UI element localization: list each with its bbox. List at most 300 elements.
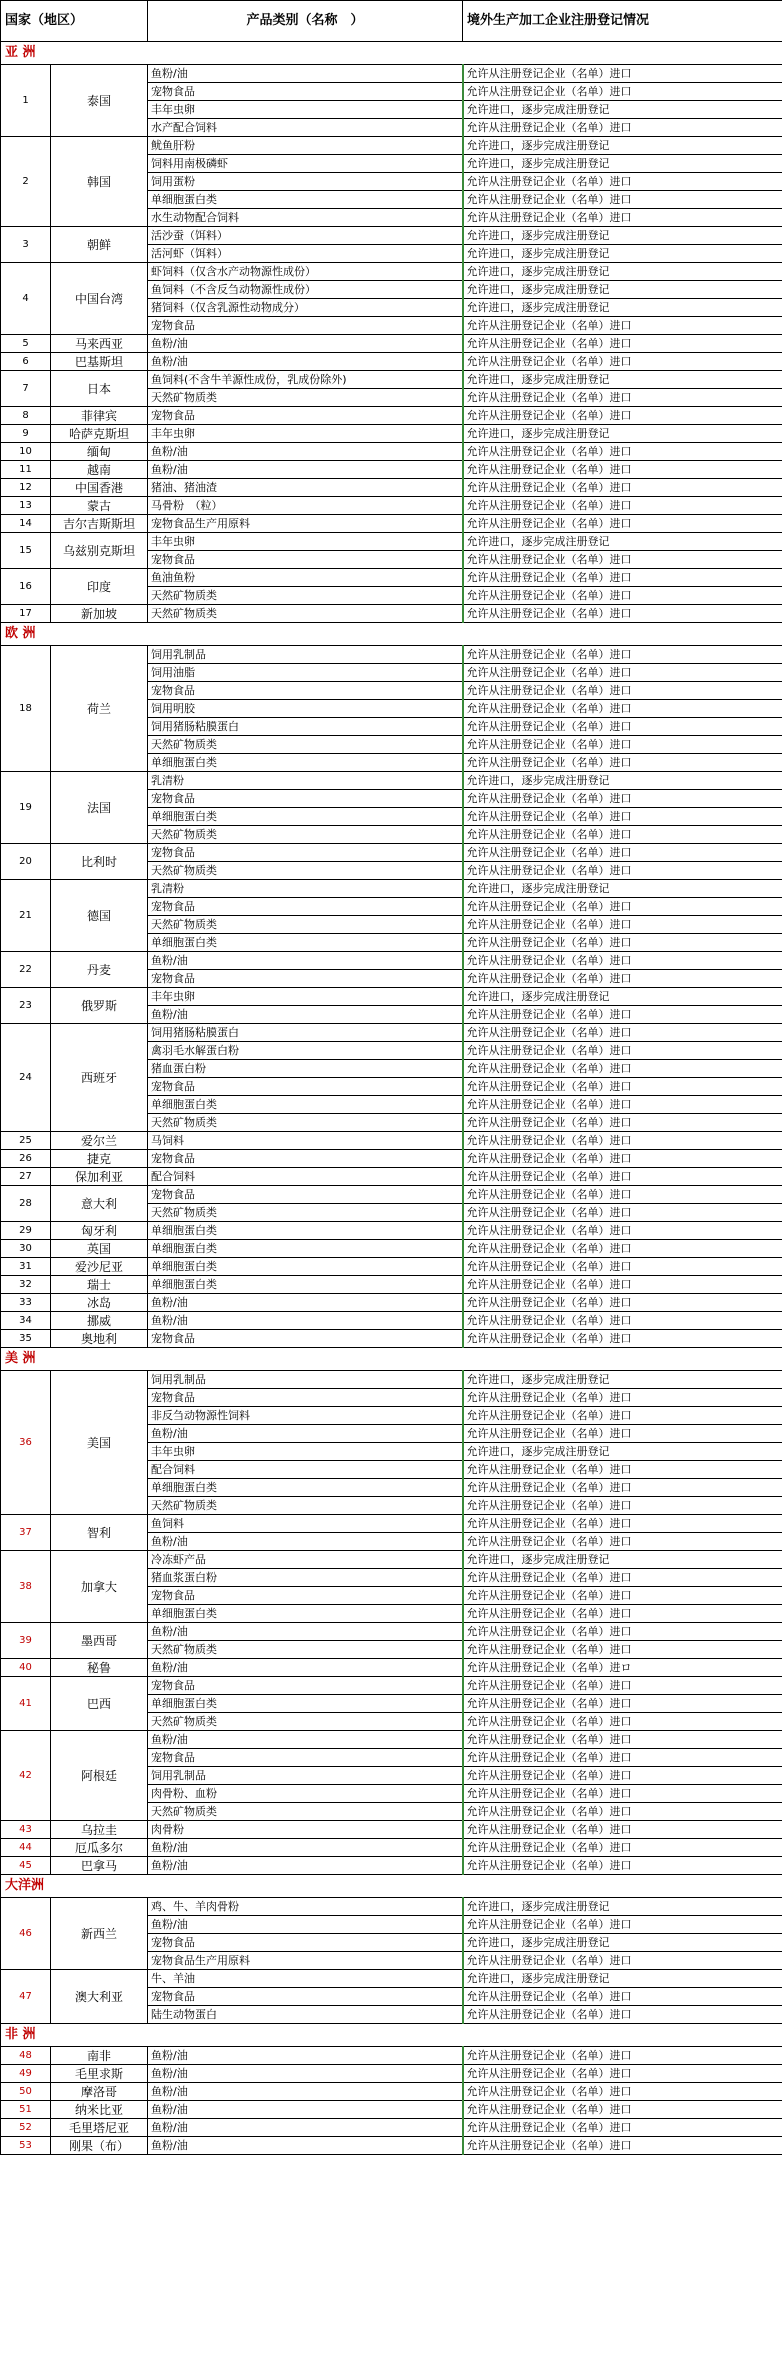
status-cell: 允许从注册登记企业（名单）进口 [463,1533,782,1551]
product-cell: 鱼饲料(不含牛羊源性成份，乳成份除外) [148,371,463,389]
country-number: 41 [1,1677,51,1731]
status-cell: 允许从注册登记企业（名单）进口 [463,1060,782,1078]
status-cell: 允许从注册登记企业（名单）进口 [463,1695,782,1713]
country-number: 31 [1,1258,51,1276]
country-name: 乌兹别克斯坦 [51,533,148,569]
status-cell: 允许从注册登记企业（名单）进口 [463,970,782,988]
header-status: 境外生产加工企业注册登记情况 [463,1,782,42]
table-row [1,1276,782,1294]
status-cell: 允许从注册登记企业（名单）进口 [463,1839,782,1857]
product-cell: 饲用乳制品 [148,1371,463,1389]
header-row [1,1,782,42]
status-cell: 允许从注册登记企业（名单）进口 [463,2137,782,2155]
product-cell: 天然矿物质类 [148,605,463,623]
country-number: 17 [1,605,51,623]
status-cell: 允许进口，逐步完成注册登记 [463,425,782,443]
country-name: 冰岛 [51,1294,148,1312]
status-cell: 允许从注册登记企业（名单）进口 [463,2065,782,2083]
country-number: 19 [1,772,51,844]
country-number: 12 [1,479,51,497]
country-name: 巴拿马 [51,1857,148,1875]
product-cell: 鱼粉/油 [148,2101,463,2119]
header-product: 产品类别（名称 ） [148,1,463,42]
status-cell: 允许从注册登记企业（名单）进口 [463,718,782,736]
status-cell: 允许从注册登记企业（名单）进口 [463,2119,782,2137]
product-cell: 丰年虫卵 [148,1443,463,1461]
table-row [1,1222,782,1240]
product-cell: 单细胞蛋白类 [148,1222,463,1240]
product-cell: 鱼粉/油 [148,65,463,83]
product-cell: 宠物食品 [148,1749,463,1767]
country-name: 挪威 [51,1312,148,1330]
product-cell: 单细胞蛋白类 [148,1695,463,1713]
product-cell: 丰年虫卵 [148,988,463,1006]
product-cell: 宠物食品 [148,1587,463,1605]
country-number: 49 [1,2065,51,2083]
country-name: 爱尔兰 [51,1132,148,1150]
country-number: 10 [1,443,51,461]
country-name: 蒙古 [51,497,148,515]
table-row [1,1659,782,1677]
status-cell: 允许从注册登记企业（名单）进口 [463,664,782,682]
country-number: 23 [1,988,51,1024]
product-cell: 天然矿物质类 [148,1497,463,1515]
status-cell: 允许从注册登记企业（名单）进口 [463,1312,782,1330]
status-cell: 允许从注册登记企业（名单）进口 [463,1042,782,1060]
region-row [1,42,782,65]
status-cell: 允许从注册登记企业（名单）进口 [463,1497,782,1515]
status-cell: 允许进口，逐步完成注册登记 [463,281,782,299]
country-name: 奥地利 [51,1330,148,1348]
status-cell: 允许从注册登记企业（名单）进口 [463,2047,782,2065]
product-cell: 宠物食品 [148,1677,463,1695]
country-name: 巴西 [51,1677,148,1731]
status-cell: 允许从注册登记企业（名单）进口 [463,862,782,880]
status-cell: 允许从注册登记企业（名单）进口 [463,1006,782,1024]
status-cell: 允许进口，逐步完成注册登记 [463,299,782,317]
product-cell: 配合饲料 [148,1168,463,1186]
product-cell: 鱼粉/油 [148,2065,463,2083]
region-label: 欧 洲 [1,623,782,646]
status-cell: 允许从注册登记企业（名单）进口 [463,682,782,700]
status-cell: 允许从注册登记企业（名单）进ロ [463,1659,782,1677]
country-number: 21 [1,880,51,952]
status-cell: 允许从注册登记企业（名单）进口 [463,2101,782,2119]
country-name: 刚果（布） [51,2137,148,2155]
country-number: 37 [1,1515,51,1551]
product-cell: 天然矿物质类 [148,1114,463,1132]
table-row [1,880,782,898]
status-cell: 允许从注册登记企业（名单）进口 [463,1461,782,1479]
product-cell: 饲用蛋粉 [148,173,463,191]
status-cell: 允许从注册登记企业（名单）进口 [463,605,782,623]
product-cell: 单细胞蛋白类 [148,934,463,952]
region-row [1,1875,782,1898]
product-cell: 单细胞蛋白类 [148,808,463,826]
country-name: 缅甸 [51,443,148,461]
product-cell: 宠物食品 [148,407,463,425]
status-cell: 允许从注册登记企业（名单）进口 [463,1258,782,1276]
status-cell: 允许从注册登记企业（名单）进口 [463,443,782,461]
status-cell: 允许从注册登记企业（名单）进口 [463,335,782,353]
product-cell: 天然矿物质类 [148,862,463,880]
product-cell: 活沙蚕（饵料） [148,227,463,245]
status-cell: 允许进口，逐步完成注册登记 [463,263,782,281]
product-cell: 天然矿物质类 [148,916,463,934]
status-cell: 允许从注册登记企业（名单）进口 [463,1294,782,1312]
product-cell: 饲用明胶 [148,700,463,718]
table-row [1,1240,782,1258]
product-cell: 鱼粉/油 [148,952,463,970]
country-name: 墨西哥 [51,1623,148,1659]
status-cell: 允许从注册登记企业（名单）进口 [463,1114,782,1132]
status-cell: 允许从注册登记企业（名单）进口 [463,700,782,718]
country-number: 28 [1,1186,51,1222]
product-cell: 天然矿物质类 [148,1713,463,1731]
country-number: 53 [1,2137,51,2155]
product-cell: 鱼粉/油 [148,1731,463,1749]
status-cell: 允许进口，逐步完成注册登记 [463,1970,782,1988]
product-cell: 冷冻虾产品 [148,1551,463,1569]
region-row [1,2024,782,2047]
product-cell: 鱿鱼肝粉 [148,137,463,155]
country-name: 澳大利亚 [51,1970,148,2024]
country-name: 保加利亚 [51,1168,148,1186]
region-label: 非 洲 [1,2024,782,2047]
product-cell: 鱼粉/油 [148,2047,463,2065]
table-row [1,461,782,479]
product-cell: 鱼粉/油 [148,2083,463,2101]
region-row [1,623,782,646]
country-number: 35 [1,1330,51,1348]
country-number: 24 [1,1024,51,1132]
product-cell: 鱼粉/油 [148,353,463,371]
country-name: 摩洛哥 [51,2083,148,2101]
country-number: 39 [1,1623,51,1659]
country-name: 印度 [51,569,148,605]
product-cell: 单细胞蛋白类 [148,1258,463,1276]
product-cell: 宠物食品 [148,970,463,988]
product-cell: 丰年虫卵 [148,425,463,443]
status-cell: 允许从注册登记企业（名单）进口 [463,1186,782,1204]
country-name: 荷兰 [51,646,148,772]
country-name: 新加坡 [51,605,148,623]
table-row [1,1677,782,1695]
table-row [1,1330,782,1348]
product-cell: 宠物食品 [148,1150,463,1168]
product-cell: 饲用油脂 [148,664,463,682]
region-row [1,1348,782,1371]
region-label: 美 洲 [1,1348,782,1371]
product-cell: 鱼粉/油 [148,335,463,353]
country-number: 22 [1,952,51,988]
status-cell: 允许从注册登记企业（名单）进口 [463,1168,782,1186]
status-cell: 允许进口，逐步完成注册登记 [463,101,782,119]
status-cell: 允许从注册登记企业（名单）进口 [463,916,782,934]
status-cell: 允许从注册登记企业（名单）进口 [463,461,782,479]
status-cell: 允许从注册登记企业（名单）进口 [463,497,782,515]
table-row [1,335,782,353]
product-cell: 宠物食品 [148,1988,463,2006]
country-name: 越南 [51,461,148,479]
status-cell: 允许从注册登记企业（名单）进口 [463,646,782,664]
country-number: 45 [1,1857,51,1875]
table-body [1,42,782,2155]
product-cell: 陆生动物蛋白 [148,2006,463,2024]
status-cell: 允许从注册登记企业（名单）进口 [463,1132,782,1150]
status-cell: 允许从注册登记企业（名单）进口 [463,173,782,191]
country-name: 秘鲁 [51,1659,148,1677]
product-cell: 单细胞蛋白类 [148,1605,463,1623]
table-row [1,1821,782,1839]
table-row [1,844,782,862]
product-cell: 鱼粉/油 [148,1006,463,1024]
product-cell: 牛、羊油 [148,1970,463,1988]
product-cell: 天然矿物质类 [148,1204,463,1222]
status-cell: 允许从注册登记企业（名单）进口 [463,1078,782,1096]
country-name: 法国 [51,772,148,844]
country-number: 51 [1,2101,51,2119]
country-name: 加拿大 [51,1551,148,1623]
product-cell: 猪油、猪油渣 [148,479,463,497]
product-cell: 猪血浆蛋白粉 [148,1569,463,1587]
country-name: 哈萨克斯坦 [51,425,148,443]
product-cell: 宠物食品 [148,1186,463,1204]
country-name: 纳米比亚 [51,2101,148,2119]
country-number: 50 [1,2083,51,2101]
product-cell: 单细胞蛋白类 [148,191,463,209]
product-cell: 乳清粉 [148,772,463,790]
table-row [1,353,782,371]
country-number: 6 [1,353,51,371]
product-cell: 猪饲料（仅含乳源性动物成分） [148,299,463,317]
product-cell: 鱼粉/油 [148,443,463,461]
table-row [1,1371,782,1389]
country-name: 朝鲜 [51,227,148,263]
country-number: 43 [1,1821,51,1839]
product-cell: 猪血蛋白粉 [148,1060,463,1078]
table-row [1,1294,782,1312]
country-name: 厄瓜多尔 [51,1839,148,1857]
product-cell: 宠物食品 [148,790,463,808]
status-cell: 允许从注册登记企业（名单）进口 [463,353,782,371]
status-cell: 允许从注册登记企业（名单）进口 [463,1713,782,1731]
product-cell: 禽羽毛水解蛋白粉 [148,1042,463,1060]
country-number: 11 [1,461,51,479]
status-cell: 允许从注册登记企业（名单）进口 [463,1222,782,1240]
table-row [1,1024,782,1042]
status-cell: 允许从注册登记企业（名单）进口 [463,569,782,587]
product-cell: 宠物食品 [148,1330,463,1348]
status-cell: 允许从注册登记企业（名单）进口 [463,1096,782,1114]
table-row [1,1970,782,1988]
status-cell: 允许从注册登记企业（名单）进口 [463,1821,782,1839]
country-name: 英国 [51,1240,148,1258]
status-cell: 允许从注册登记企业（名单）进口 [463,1731,782,1749]
country-number: 27 [1,1168,51,1186]
status-cell: 允许进口，逐步完成注册登记 [463,1551,782,1569]
status-cell: 允许从注册登记企业（名单）进口 [463,790,782,808]
country-name: 西班牙 [51,1024,148,1132]
status-cell: 允许从注册登记企业（名单）进口 [463,1677,782,1695]
country-name: 捷克 [51,1150,148,1168]
status-cell: 允许进口，逐步完成注册登记 [463,137,782,155]
table-row [1,497,782,515]
table-row [1,2047,782,2065]
product-cell: 宠物食品 [148,1934,463,1952]
product-cell: 非反刍动物源性饲料 [148,1407,463,1425]
table-row [1,1551,782,1569]
status-cell: 允许从注册登记企业（名单）进口 [463,515,782,533]
status-cell: 允许从注册登记企业（名单）进口 [463,209,782,227]
header-country: 国家（地区） [1,1,148,42]
status-cell: 允许进口，逐步完成注册登记 [463,880,782,898]
status-cell: 允许从注册登记企业（名单）进口 [463,1767,782,1785]
table-row [1,1857,782,1875]
product-cell: 丰年虫卵 [148,101,463,119]
status-cell: 允许从注册登记企业（名单）进口 [463,952,782,970]
table-row [1,2065,782,2083]
status-cell: 允许从注册登记企业（名单）进口 [463,1916,782,1934]
product-cell: 宠物食品生产用原料 [148,515,463,533]
status-cell: 允许进口，逐步完成注册登记 [463,245,782,263]
status-cell: 允许从注册登记企业（名单）进口 [463,898,782,916]
product-cell: 宠物食品 [148,1078,463,1096]
status-cell: 允许从注册登记企业（名单）进口 [463,1479,782,1497]
status-cell: 允许从注册登记企业（名单）进口 [463,119,782,137]
product-cell: 宠物食品生产用原料 [148,1952,463,1970]
product-cell: 鱼饲料（不含反刍动物源性成份） [148,281,463,299]
region-label: 亚 洲 [1,42,782,65]
status-cell: 允许从注册登记企业（名单）进口 [463,1569,782,1587]
status-cell: 允许从注册登记企业（名单）进口 [463,83,782,101]
table-row [1,605,782,623]
country-number: 9 [1,425,51,443]
country-number: 33 [1,1294,51,1312]
status-cell: 允许进口，逐步完成注册登记 [463,1371,782,1389]
country-name: 南非 [51,2047,148,2065]
product-cell: 鱼饲料 [148,1515,463,1533]
product-cell: 鸡、牛、羊肉骨粉 [148,1898,463,1916]
product-cell: 单细胞蛋白类 [148,1276,463,1294]
product-cell: 鱼粉/油 [148,1294,463,1312]
product-cell: 水产配合饲料 [148,119,463,137]
country-number: 14 [1,515,51,533]
country-number: 46 [1,1898,51,1970]
status-cell: 允许从注册登记企业（名单）进口 [463,1952,782,1970]
country-name: 泰国 [51,65,148,137]
product-cell: 单细胞蛋白类 [148,1096,463,1114]
status-cell: 允许从注册登记企业（名单）进口 [463,191,782,209]
status-cell: 允许从注册登记企业（名单）进口 [463,1425,782,1443]
product-cell: 鱼粉/油 [148,1623,463,1641]
country-number: 30 [1,1240,51,1258]
table-row [1,988,782,1006]
table-row [1,425,782,443]
country-number: 40 [1,1659,51,1677]
table-row [1,569,782,587]
status-cell: 允许进口，逐步完成注册登记 [463,772,782,790]
status-cell: 允许从注册登记企业（名单）进口 [463,1803,782,1821]
country-name: 智利 [51,1515,148,1551]
status-cell: 允许从注册登记企业（名单）进口 [463,1204,782,1222]
country-number: 34 [1,1312,51,1330]
table-row [1,952,782,970]
status-cell: 允许从注册登记企业（名单）进口 [463,1150,782,1168]
country-number: 38 [1,1551,51,1623]
table-row [1,1312,782,1330]
country-name: 比利时 [51,844,148,880]
table-row [1,65,782,83]
region-label: 大洋洲 [1,1875,782,1898]
status-cell: 允许从注册登记企业（名单）进口 [463,754,782,772]
product-cell: 单细胞蛋白类 [148,1240,463,1258]
country-name: 新西兰 [51,1898,148,1970]
status-cell: 允许进口，逐步完成注册登记 [463,533,782,551]
product-cell: 乳清粉 [148,880,463,898]
country-name: 毛里求斯 [51,2065,148,2083]
country-name: 中国香港 [51,479,148,497]
country-name: 吉尔吉斯斯坦 [51,515,148,533]
country-name: 丹麦 [51,952,148,988]
status-cell: 允许进口，逐步完成注册登记 [463,1934,782,1952]
table-row [1,479,782,497]
country-number: 16 [1,569,51,605]
status-cell: 允许从注册登记企业（名单）进口 [463,479,782,497]
status-cell: 允许从注册登记企业（名单）进口 [463,551,782,569]
table-row [1,1731,782,1749]
country-name: 巴基斯坦 [51,353,148,371]
product-cell: 鱼粉/油 [148,461,463,479]
product-cell: 鱼粉/油 [148,1425,463,1443]
status-cell: 允许从注册登记企业（名单）进口 [463,1749,782,1767]
status-cell: 允许从注册登记企业（名单）进口 [463,1988,782,2006]
status-cell: 允许从注册登记企业（名单）进口 [463,1623,782,1641]
country-number: 7 [1,371,51,407]
status-cell: 允许从注册登记企业（名单）进口 [463,587,782,605]
status-cell: 允许从注册登记企业（名单）进口 [463,1024,782,1042]
product-cell: 活河虾（饵料） [148,245,463,263]
status-cell: 允许进口，逐步完成注册登记 [463,1898,782,1916]
country-number: 26 [1,1150,51,1168]
country-name: 菲律宾 [51,407,148,425]
status-cell: 允许进口，逐步完成注册登记 [463,1443,782,1461]
product-cell: 宠物食品 [148,551,463,569]
country-name: 中国台湾 [51,263,148,335]
table-row [1,1186,782,1204]
country-number: 32 [1,1276,51,1294]
status-cell: 允许从注册登记企业（名单）进口 [463,2083,782,2101]
country-name: 意大利 [51,1186,148,1222]
country-number: 36 [1,1371,51,1515]
product-cell: 丰年虫卵 [148,533,463,551]
country-number: 44 [1,1839,51,1857]
country-name: 爱沙尼亚 [51,1258,148,1276]
table-row [1,407,782,425]
status-cell: 允许从注册登记企业（名单）进口 [463,826,782,844]
table-row [1,1515,782,1533]
product-cell: 鱼粉/油 [148,1839,463,1857]
product-cell: 鱼粉/油 [148,1312,463,1330]
product-cell: 天然矿物质类 [148,736,463,754]
table-row [1,1150,782,1168]
product-cell: 马饲料 [148,1132,463,1150]
country-name: 乌拉圭 [51,1821,148,1839]
status-cell: 允许从注册登记企业（名单）进口 [463,808,782,826]
product-cell: 饲用乳制品 [148,1767,463,1785]
table-row [1,137,782,155]
table-row [1,227,782,245]
